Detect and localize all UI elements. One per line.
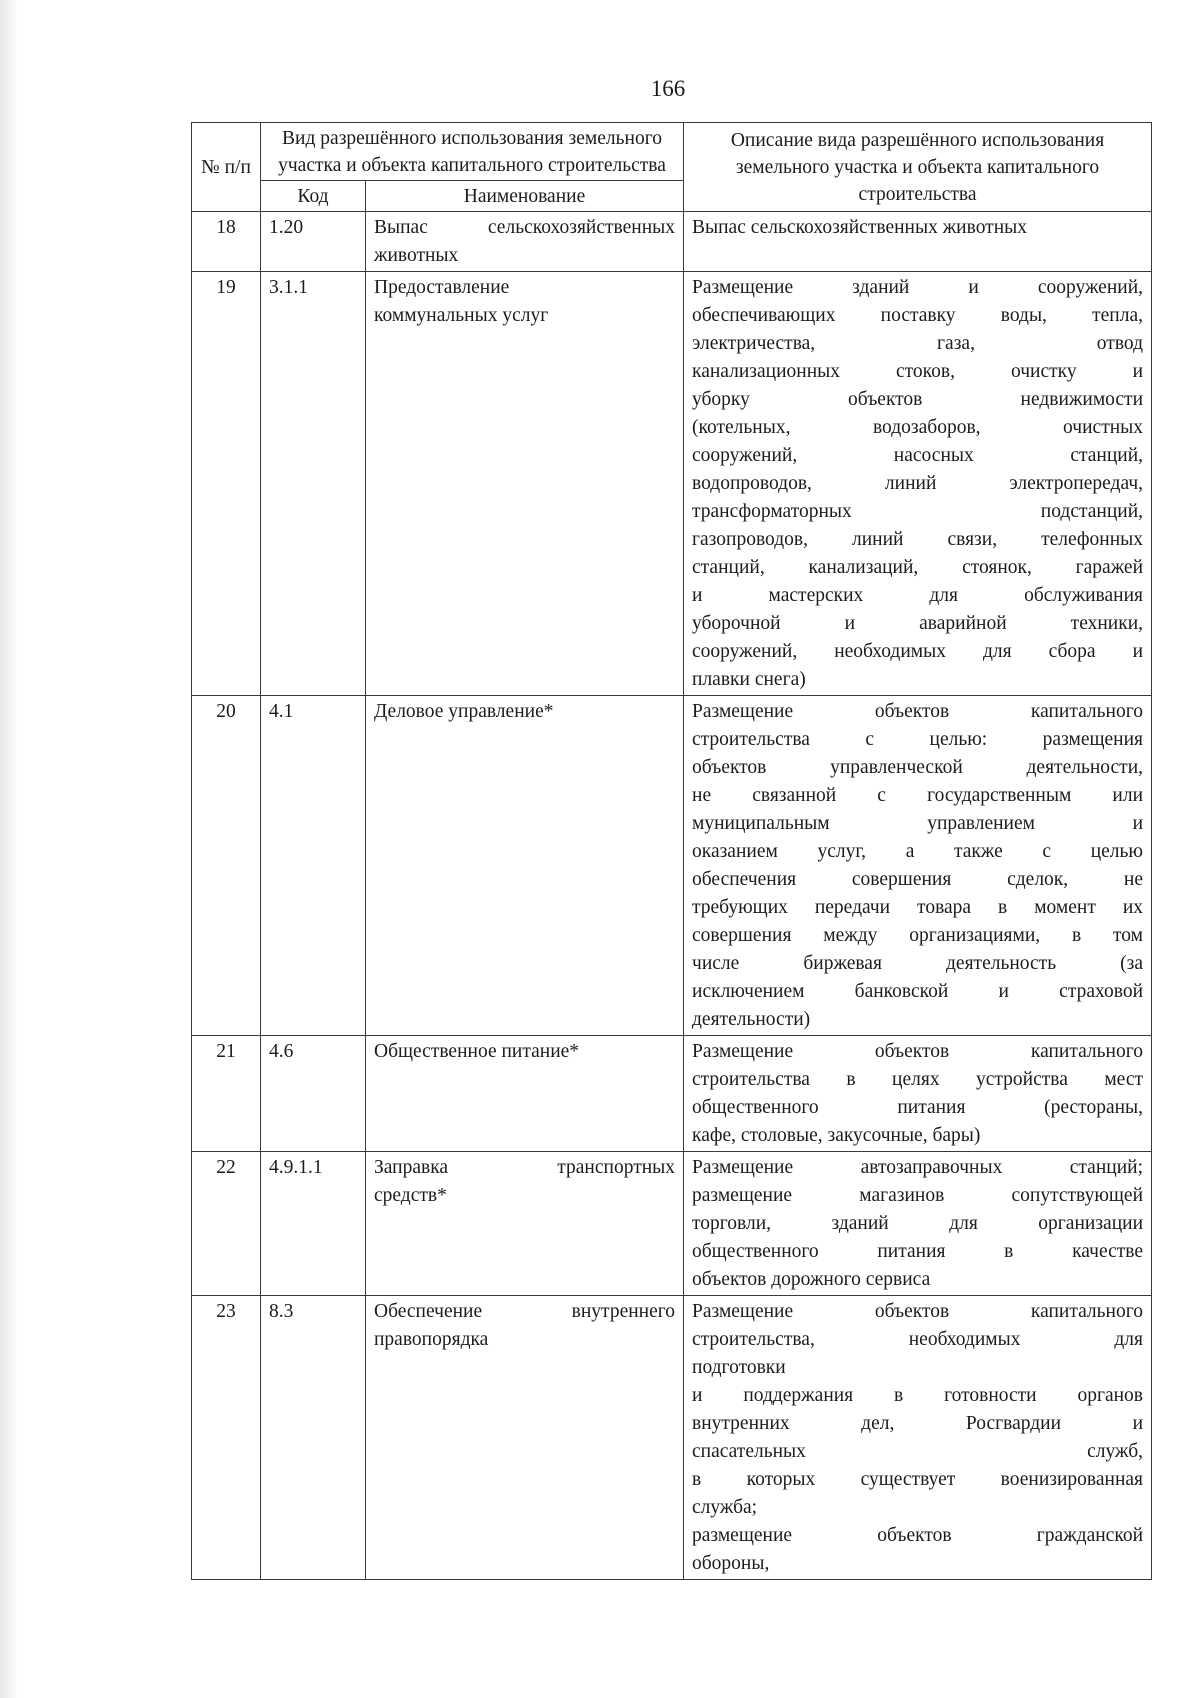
description-line: плавки снега) bbox=[692, 669, 806, 690]
description-line: уборочной и аварийной техники, bbox=[692, 613, 1144, 634]
description-line: требующих передачи товара в момент их bbox=[692, 897, 1144, 918]
description-line: внутренних дел, Росгвардии и bbox=[692, 1413, 1144, 1434]
name-line: Выпас сельскохозяйственных bbox=[374, 217, 676, 238]
name-line: Обеспечение внутреннего bbox=[374, 1301, 676, 1322]
description-line: строительства с целью: размещения bbox=[692, 729, 1144, 750]
description-line: Выпас сельскохозяйственных животных bbox=[692, 217, 1027, 238]
name-line: Деловое управление* bbox=[374, 701, 554, 722]
description-line: не связанной с государственным или bbox=[692, 785, 1144, 806]
row-description bbox=[684, 1036, 1152, 1152]
land-use-table bbox=[191, 122, 1152, 1580]
row-name bbox=[366, 212, 684, 272]
description-line: газопроводов, линий связи, телефонных bbox=[692, 529, 1144, 550]
table-row bbox=[192, 272, 1152, 696]
header-name: Наименование bbox=[366, 181, 684, 212]
name-line: животных bbox=[374, 245, 459, 266]
row-name bbox=[366, 1036, 684, 1152]
description-line: объектов управленческой деятельности, bbox=[692, 757, 1144, 778]
description-line: водопроводов, линий электропередач, bbox=[692, 473, 1144, 494]
description-line: служба; bbox=[692, 1497, 758, 1518]
description-line: строительства, необходимых для bbox=[692, 1329, 1144, 1350]
row-number: 18 bbox=[192, 212, 261, 272]
name-line: коммунальных услуг bbox=[374, 305, 549, 326]
page-number: 166 bbox=[650, 76, 686, 101]
description-line: (котельных, водозаборов, очистных bbox=[692, 417, 1144, 438]
row-description bbox=[684, 272, 1152, 696]
row-name bbox=[366, 1152, 684, 1296]
table-row bbox=[192, 1296, 1152, 1580]
description-line: подготовки bbox=[692, 1357, 786, 1378]
description-line: обеспечивающих поставку воды, тепла, bbox=[692, 305, 1144, 326]
row-number: 20 bbox=[192, 696, 261, 1036]
table-row bbox=[192, 1152, 1152, 1296]
row-code: 8.3 bbox=[261, 1296, 366, 1580]
description-line: торговли, зданий для организации bbox=[692, 1213, 1144, 1234]
description-line: сооружений, насосных станций, bbox=[692, 445, 1144, 466]
description-line: Размещение объектов капитального bbox=[692, 701, 1144, 722]
scan-left-edge-shadow bbox=[0, 0, 18, 1698]
description-line: спасательных служб, bbox=[692, 1441, 1144, 1462]
description-line: оказанием услуг, а также с целью bbox=[692, 841, 1144, 862]
description-line: деятельности) bbox=[692, 1009, 811, 1030]
description-line: уборку объектов недвижимости bbox=[692, 389, 1144, 410]
row-number: 22 bbox=[192, 1152, 261, 1296]
description-line: совершения между организациями, в том bbox=[692, 925, 1144, 946]
header-group: Вид разрешённого использования земельного участка и объекта капитального строительства bbox=[261, 123, 684, 181]
description-line: числе биржевая деятельность (за bbox=[692, 953, 1144, 974]
description-line: муниципальным управлением и bbox=[692, 813, 1144, 834]
table-row bbox=[192, 212, 1152, 272]
name-line: Предоставление bbox=[374, 277, 510, 298]
description-line: Размещение объектов капитального bbox=[692, 1301, 1144, 1322]
description-line: Размещение зданий и сооружений, bbox=[692, 277, 1144, 298]
description-line: размещение объектов гражданской bbox=[692, 1525, 1144, 1546]
name-line: средств* bbox=[374, 1185, 447, 1206]
row-description bbox=[684, 1296, 1152, 1580]
row-name bbox=[366, 696, 684, 1036]
header-description: Описание вида разрешённого использования земельного участка и объекта капитального строительства bbox=[684, 123, 1152, 212]
description-line: и поддержания в готовности органов bbox=[692, 1385, 1144, 1406]
description-line: обороны, bbox=[692, 1553, 770, 1574]
row-code: 4.9.1.1 bbox=[261, 1152, 366, 1296]
description-line: размещение магазинов сопутствующей bbox=[692, 1185, 1144, 1206]
row-code: 4.1 bbox=[261, 696, 366, 1036]
row-number: 23 bbox=[192, 1296, 261, 1580]
description-line: строительства в целях устройства мест bbox=[692, 1069, 1144, 1090]
row-code: 4.6 bbox=[261, 1036, 366, 1152]
description-line: общественного питания (рестораны, bbox=[692, 1097, 1144, 1118]
row-name bbox=[366, 1296, 684, 1580]
name-line: Общественное питание* bbox=[374, 1041, 580, 1062]
description-line: электричества, газа, отвод bbox=[692, 333, 1144, 354]
description-line: Размещение автозаправочных станций; bbox=[692, 1157, 1144, 1178]
description-line: обеспечения совершения сделок, не bbox=[692, 869, 1144, 890]
table-header bbox=[192, 123, 1152, 212]
description-line: исключением банковской и страховой bbox=[692, 981, 1144, 1002]
row-number: 19 bbox=[192, 272, 261, 696]
description-line: общественного питания в качестве bbox=[692, 1241, 1144, 1262]
description-line: объектов дорожного сервиса bbox=[692, 1269, 931, 1290]
table-body bbox=[192, 212, 1152, 1580]
header-code: Код bbox=[261, 181, 366, 212]
row-description bbox=[684, 1152, 1152, 1296]
description-line: и мастерских для обслуживания bbox=[692, 585, 1144, 606]
description-line: трансформаторных подстанций, bbox=[692, 501, 1144, 522]
name-line: Заправка транспортных bbox=[374, 1157, 676, 1178]
description-line: в которых существует военизированная bbox=[692, 1469, 1144, 1490]
row-description bbox=[684, 696, 1152, 1036]
name-line: правопорядка bbox=[374, 1329, 489, 1350]
description-line: Размещение объектов капитального bbox=[692, 1041, 1144, 1062]
row-number: 21 bbox=[192, 1036, 261, 1152]
row-name bbox=[366, 272, 684, 696]
header-num: № п/п bbox=[192, 123, 261, 212]
row-description bbox=[684, 212, 1152, 272]
description-line: кафе, столовые, закусочные, бары) bbox=[692, 1125, 981, 1146]
row-code: 3.1.1 bbox=[261, 272, 366, 696]
description-line: станций, канализаций, стоянок, гаражей bbox=[692, 557, 1144, 578]
row-code: 1.20 bbox=[261, 212, 366, 272]
table-row bbox=[192, 696, 1152, 1036]
table-row bbox=[192, 1036, 1152, 1152]
description-line: канализационных стоков, очистку и bbox=[692, 361, 1144, 382]
description-line: сооружений, необходимых для сбора и bbox=[692, 641, 1144, 662]
